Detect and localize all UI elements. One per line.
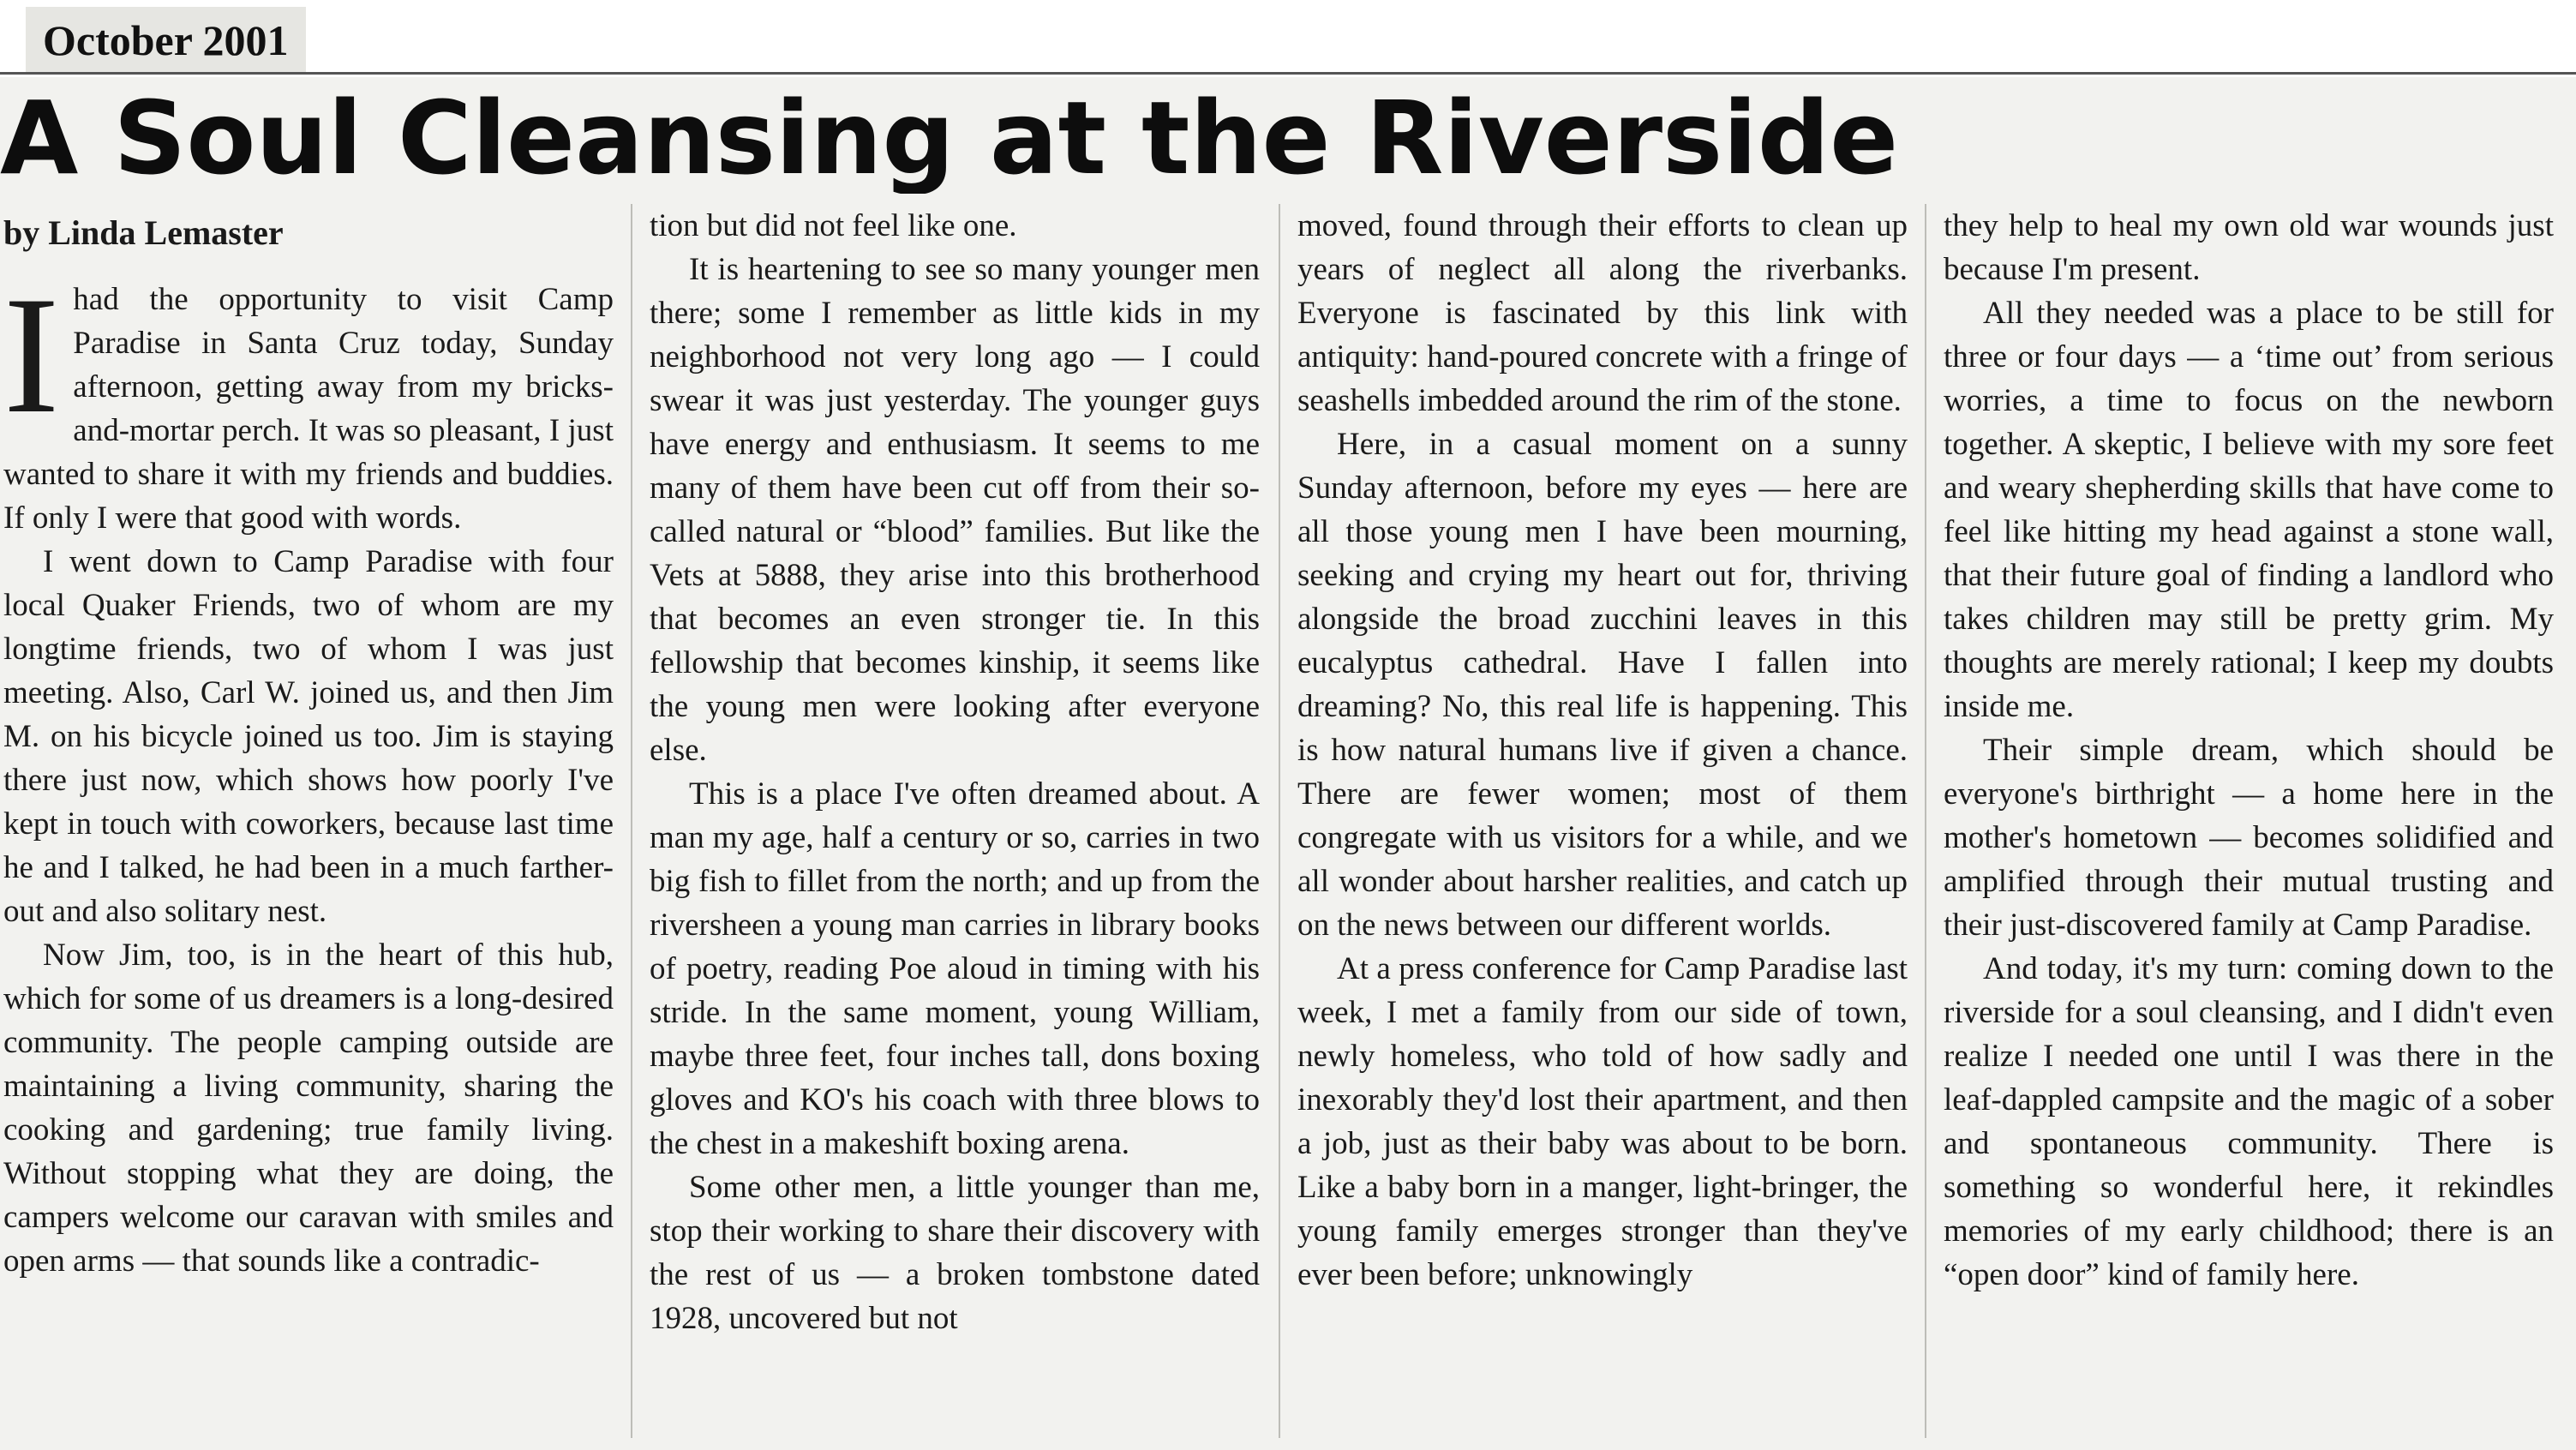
header-rule: [0, 72, 2576, 75]
paragraph: At a press conference for Camp Paradise last week, I met a family from our side of town, newly homeless, who told of how sadly and inexorably they'd lost their apartment, and then a job, just as their baby was about to be born. Like a baby born in a manger, light-bringer, the young family emerges stronger than they've ever been before; unknowingly: [1297, 951, 1908, 1292]
clipping-header-strip: [0, 0, 2576, 77]
paragraph-continuation: moved, found through their efforts to clean up years of neglect all along the riverbanks. Everyone is fascinated by this link with antiquity: hand-poured concrete with a fringe of seashells imbedded around the rim of the stone.: [1297, 208, 1908, 418]
issue-date: October 2001: [26, 7, 306, 74]
article-column-1: [3, 204, 614, 1438]
paragraph: All they needed was a place to be still for three or four days — a ‘time out’ from serious worries, a time to focus on the newborn together. A skeptic, I believe with my sore feet and weary shepherding skills that have come to feel like hitting my head against a stone wall, that their future goal of finding a landlord who takes children may still be pretty grim. My thoughts are merely rational; I keep my doubts inside me.: [1944, 296, 2554, 724]
article-column-3: [1297, 204, 1908, 1438]
article-headline: A Soul Cleansing at the Riverside: [0, 82, 1899, 194]
paragraph-continuation: tion but did not feel like one.: [650, 208, 1017, 243]
paragraph: Their simple dream, which should be everyone's birthright — a home here in the mother's hometown — becomes solidified and amplified through their mutual trusting and their just-discovered family at Camp Paradise.: [1944, 733, 2554, 943]
paragraph: [3, 262, 614, 540]
paragraph-continuation: they help to heal my own old war wounds just because I'm present.: [1944, 208, 2554, 287]
paragraph: Here, in a casual moment on a sunny Sunday afternoon, before my eyes — here are all those young men I have been mourning, seeking and crying my heart out for, thriving alongside the broad zucchini leaves in this eucalyptus cathedral. Have I fallen into dreaming? No, this real life is happening. This is how natural humans live if given a chance. There are fewer women; most of them congregate with us visitors for a while, and we all wonder about harsher realities, and catch up on the news between our different worlds.: [1297, 427, 1908, 943]
paragraph: And today, it's my turn: coming down to the riverside for a soul cleansing, and I didn't even realize I needed one until I was there in the leaf-dappled campsite and the magic of a sober and spontaneous community. There is something so wonderful here, it rekindles memories of my early childhood; there is an “open door” kind of family here.: [1944, 951, 2554, 1292]
article-column-2: [650, 204, 1260, 1438]
paragraph-text: had the opportunity to visit Camp Paradise in Santa Cruz today, Sunday afternoon, getting away from my bricks-and-mortar perch. It was so pleasant, I just wanted to share it with my friends and buddies. If only I were that good with words.: [3, 282, 614, 536]
article-column-4: [1944, 204, 2554, 1438]
paragraph: I went down to Camp Paradise with four local Quaker Friends, two of whom are my longtime friends, two of whom I was just meeting. Also, Carl W. joined us, and then Jim M. on his bicycle joined us too. Jim is staying there just now, which shows how poorly I've kept in touch with coworkers, because last time he and I talked, he had been in a much farther-out and also solitary nest.: [3, 544, 614, 929]
byline: by Linda Lemaster: [3, 213, 284, 252]
paragraph: Now Jim, too, is in the heart of this hub, which for some of us dreamers is a long-desired community. The people camping outside are maintaining a living community, sharing the cooking and gardening; true family living. Without stopping what they are doing, the campers welcome our caravan with smiles and open arms — that sounds like a contradic-: [3, 938, 614, 1279]
article-body: [0, 204, 2576, 1438]
paragraph: It is heartening to see so many younger men there; some I remember as little kids in my neighborhood not very long ago — I could swear it was just yesterday. The younger guys have energy and enthusiasm. It seems to me many of them have been cut off from their so-called natural or “blood” families. But like the Vets at 5888, they arise into this brotherhood that becomes an even stronger tie. In this fellowship that becomes kinship, it seems like the young men were looking after everyone else.: [650, 252, 1260, 768]
paragraph: Some other men, a little younger than me, stop their working to share their discovery with the rest of us — a broken tombstone dated 1928, uncovered but not: [650, 1170, 1260, 1336]
drop-cap: I: [3, 262, 60, 448]
paragraph: This is a place I've often dreamed about. A man my age, half a century or so, carries in two big fish to fillet from the north; and up from the riversheen a young man carries in library books of poetry, reading Poe aloud in timing with his stride. In the same moment, young William, maybe three feet, four inches tall, dons boxing gloves and KO's his coach with three blows to the chest in a makeshift boxing arena.: [650, 776, 1260, 1161]
